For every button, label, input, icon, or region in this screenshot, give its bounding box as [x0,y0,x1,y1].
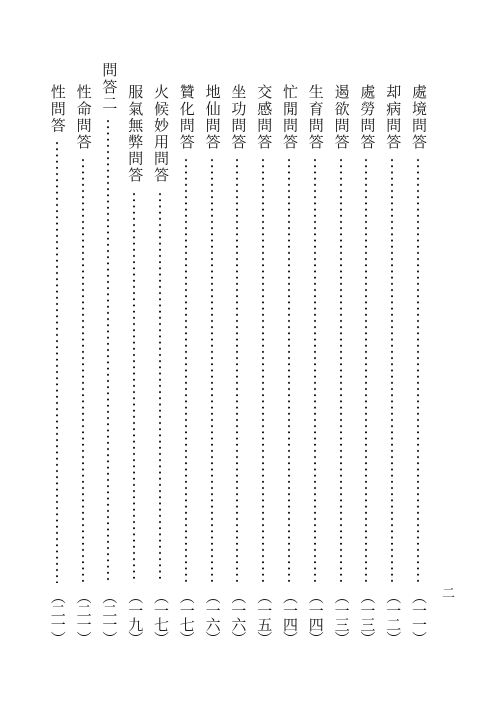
toc-entry-title: 生育問答 [306,84,325,151]
toc-entry-title: 火候妙用問答 [152,84,170,184]
toc-entry-page: （一七） [177,589,196,645]
toc-entry-title: 贊化問答 [177,84,196,151]
toc-entry-title: 交感問答 [255,84,274,151]
toc-leader-dots [288,157,290,583]
toc-entry-page: （二一） [74,589,93,645]
toc-entry-title: 性命問答 [74,84,93,151]
toc-leader-dots [107,118,109,583]
toc-entry-page: （一九） [126,589,145,645]
toc-entry-title: 坐功問答 [229,84,248,151]
toc-leader-dots [365,157,367,583]
toc-entry-title: 遏欲問答 [332,84,351,151]
toc-entry-page: （一一） [410,589,428,645]
toc-entry-page: （一六） [203,589,222,645]
toc-entry-page: （一四） [281,589,299,645]
toc-leader-dots [236,157,238,583]
toc-entry-page: （一五） [255,589,274,645]
toc-entry-title: 問答二 [100,62,119,112]
toc-leader-dots [159,191,161,583]
toc-entry-title: 却病問答 [384,84,403,151]
page-number: 二 [439,586,454,599]
toc-leader-dots [314,157,316,583]
toc-entry-title: 處境問答 [410,84,428,151]
toc-entry-page: （二一） [100,589,119,645]
toc-entry-page: （一三） [358,589,377,645]
toc-entry-page: （二一） [48,589,67,645]
toc-leader-dots [417,157,419,583]
toc-entry-title: 服氣無弊問答 [126,84,145,184]
toc-leader-dots [262,157,264,583]
toc-leader-dots [391,157,393,583]
toc-entry-title: 忙閒問答 [281,84,299,151]
toc-entry-page: （一二） [384,589,403,645]
toc-entry-page: （一三） [332,589,351,645]
toc-entry-title: 性問答 [48,84,67,134]
toc-entry-title: 地仙問答 [203,84,222,151]
toc-leader-dots [56,140,58,583]
toc-leader-dots [185,157,187,583]
toc-leader-dots [133,191,135,583]
toc-leader-dots [211,157,213,583]
toc-leader-dots [340,157,342,583]
toc-entry-page: （一四） [306,589,325,645]
toc-entry-page: （一六） [229,589,248,645]
toc-entry-title: 處勞問答 [358,84,377,151]
toc-leader-dots [82,157,84,583]
toc-entry-page: （一七） [152,589,170,645]
